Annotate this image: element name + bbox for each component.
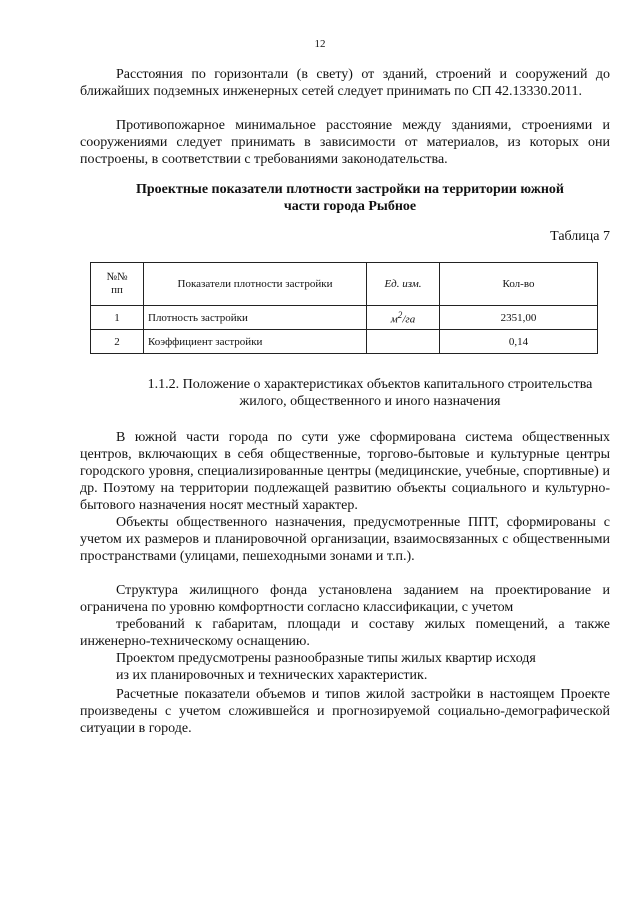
intro-paragraph-distance: Расстояния по горизонтали (в свету) от зданий, строений и сооружений до ближайших подземных инженерных сетей следует принимать по СП 42.13330.2011. — [80, 67, 610, 99]
subsection-title — [100, 376, 640, 410]
intro-paragraph-fire-distance: Противопожарное минимальное расстояние между зданиями, строениями и сооружениями следует принимать в зависимости от материалов, из которых они построены, в соответствии с требованиями законодательства. — [80, 118, 610, 167]
header-value: Кол-во — [440, 263, 598, 306]
header-num-line1: №№ — [106, 271, 128, 283]
row-unit — [367, 330, 440, 354]
row-value: 2351,00 — [440, 306, 598, 330]
subsection-title-line1: 1.1.2. Положение о характеристиках объектов капитального строительства — [147, 377, 593, 392]
subsection-title-line2: жилого, общественного и иного назначения — [239, 394, 501, 409]
table-row — [91, 306, 598, 330]
table-caption: Таблица 7 — [550, 229, 610, 244]
body-paragraph-apartment-characteristics: из их планировочных и технических характеристик. — [116, 668, 428, 683]
row-num: 1 — [91, 306, 144, 330]
body-paragraph-public-objects: Объекты общественного назначения, предусмотренные ППТ, сформированы с учетом их размеров и планировочной организации, взаимосвязанных с общественными пространствами (улицами, пешеходными зонами и т.п.). — [80, 515, 610, 564]
body-paragraph-housing-structure: Структура жилищного фонда установлена заданием на проектирование и ограничена по уровню комфортности согласно классификации, с учетом — [80, 583, 610, 615]
section-title-line2: части города Рыбное — [283, 199, 417, 214]
unit-sup: 2 — [397, 309, 403, 320]
table-header-row — [91, 263, 598, 306]
page-number: 12 — [314, 38, 326, 50]
table-row — [91, 330, 598, 354]
header-num — [91, 263, 144, 306]
unit-base: м — [390, 313, 398, 326]
section-title-line1: Проектные показатели плотности застройки на территории южной — [136, 182, 564, 197]
header-indicator: Показатели плотности застройки — [144, 263, 367, 306]
section-title — [80, 181, 620, 215]
density-table — [90, 262, 598, 354]
row-indicator: Коэффициент застройки — [144, 330, 367, 354]
unit-rest: /га — [402, 313, 416, 326]
row-unit — [367, 306, 440, 330]
body-paragraph-calculations: Расчетные показатели объемов и типов жилой застройки в настоящем Проекте произведены с учетом сложившейся и прогнозируемой социально-демографической ситуации в городе. — [80, 687, 610, 736]
body-paragraph-centers: В южной части города по сути уже сформирована система общественных центров, включающих в себя общественные, торгово-бытовые и культурные центры городского уровня, специализированные центры (медицинские, учебные, спортивные) и др. Поэтому на территории подлежащей развитию объекты социального и культурно-бытового назначения носят местный характер. — [80, 430, 610, 513]
body-paragraph-apartment-types: Проектом предусмотрены разнообразные типы жилых квартир исходя — [116, 651, 536, 666]
row-indicator: Плотность застройки — [144, 306, 367, 330]
header-num-line2: пп — [111, 284, 123, 296]
row-value: 0,14 — [440, 330, 598, 354]
header-unit: Ед. изм. — [367, 263, 440, 306]
body-paragraph-housing-requirements: требований к габаритам, площади и составу жилых помещений, а также инженерно-техническому оснащению. — [80, 617, 610, 649]
row-num: 2 — [91, 330, 144, 354]
